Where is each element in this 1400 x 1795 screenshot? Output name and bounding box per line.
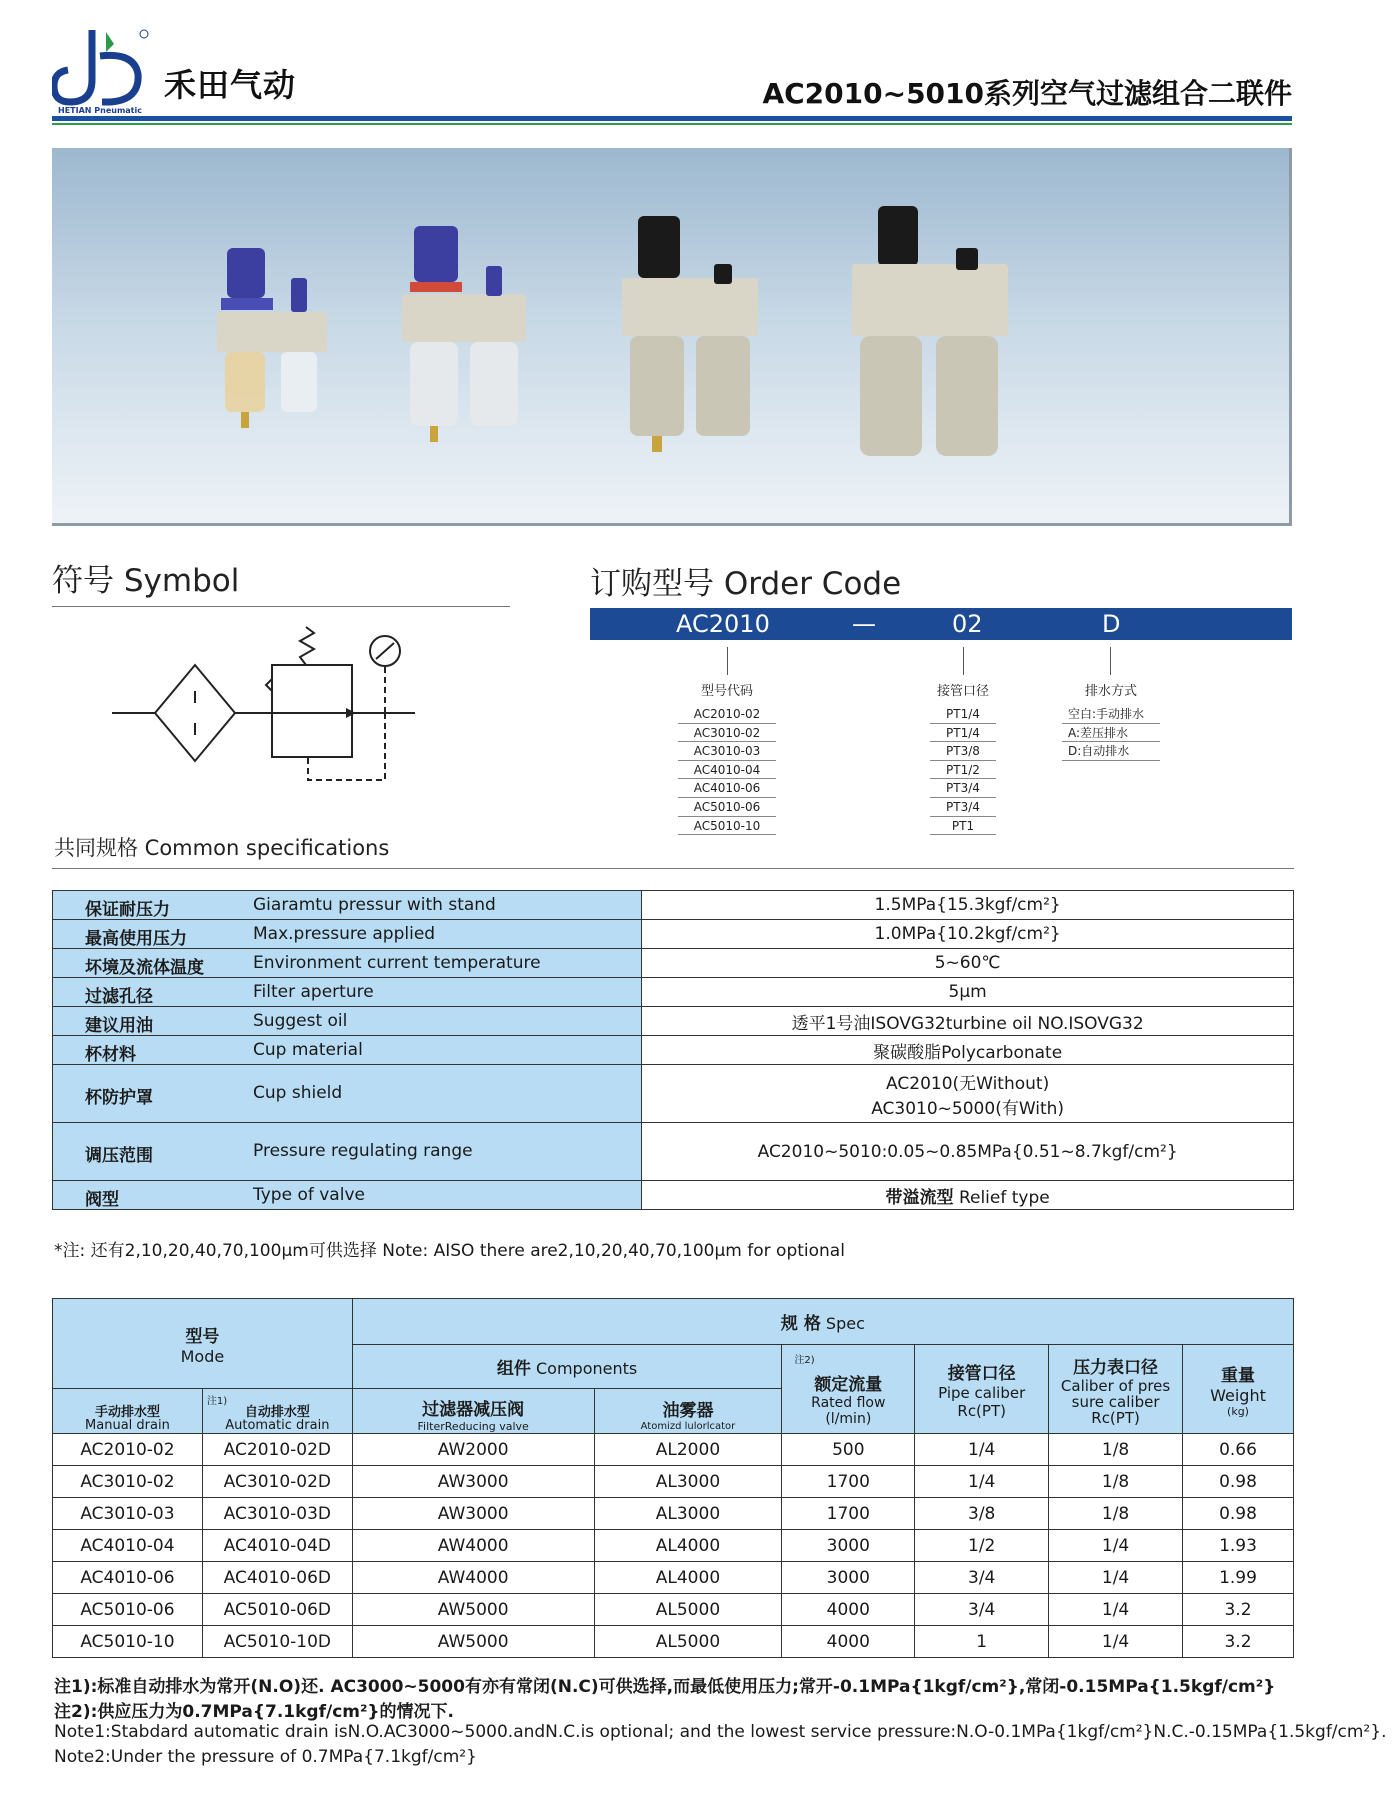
mode-header <box>53 1299 353 1389</box>
gauge-header-unit: Rc(PT) <box>1091 1408 1140 1427</box>
model-table-body <box>53 1434 1294 1658</box>
list-item: 空白:手动排水 <box>1062 705 1160 724</box>
table-row <box>53 1181 1294 1210</box>
spec-value: AC2010(无Without) <box>886 1073 1050 1094</box>
order-code-model: AC2010 <box>676 610 770 638</box>
spec-label-cell <box>53 949 642 978</box>
list-item: AC4010-06 <box>678 779 776 798</box>
table-row <box>53 1434 1294 1466</box>
spec-value: AC2010~5010:0.05~0.85MPa{0.51~8.7kgf/cm²} <box>642 1123 1294 1181</box>
table-cell: 1/8 <box>1049 1434 1183 1466</box>
table-cell: AL3000 <box>594 1498 782 1530</box>
spec-label-cell <box>53 891 642 920</box>
spec-value-cell <box>642 1181 1294 1210</box>
manual-drain-zh: 手动排水型 <box>94 1404 160 1420</box>
list-item: AC2010-02 <box>678 705 776 724</box>
symbol-section-title: 符号 Symbol <box>52 563 240 599</box>
pneumatic-symbol-diagram <box>110 625 430 795</box>
table-cell: AL2000 <box>594 1434 782 1466</box>
spec-header-en: Spec <box>825 1314 865 1333</box>
product-ac3010-image <box>402 226 532 466</box>
page-title: AC2010~5010系列空气过滤组合二联件 <box>762 77 1292 110</box>
spec-header-zh: 规 格 <box>780 1314 821 1334</box>
weight-header-unit: (kg) <box>1227 1404 1249 1418</box>
table-cell: AC2010-02D <box>202 1434 352 1466</box>
table-cell: 1/2 <box>915 1530 1049 1562</box>
spec-label-zh: 杯材料 <box>85 1045 136 1065</box>
table-cell: AW5000 <box>352 1594 594 1626</box>
flow-header-unit: (l/min) <box>825 1410 872 1427</box>
table-cell: AC4010-04 <box>53 1530 203 1562</box>
spec-label-zh: 调压范围 <box>85 1146 153 1166</box>
spec-label-cell <box>53 1123 642 1181</box>
mode-header-en: Mode <box>180 1346 225 1366</box>
filter-option-note: *注: 还有2,10,20,40,70,100μm可供选择 Note: AISO there are2,10,20,40,70,100μm for optional <box>54 1241 845 1261</box>
table-row <box>53 891 1294 920</box>
order-code-tick <box>1110 647 1111 675</box>
table-row <box>53 1466 1294 1498</box>
table-row <box>53 920 1294 949</box>
table-cell: AC3010-03D <box>202 1498 352 1530</box>
table-cell: AW5000 <box>352 1626 594 1658</box>
components-header-en: Components <box>536 1359 638 1378</box>
table-cell: 3/8 <box>915 1498 1049 1530</box>
gauge-header-en: Caliber of pres <box>1060 1376 1171 1395</box>
table-cell: 1/4 <box>915 1466 1049 1498</box>
table-cell: 0.98 <box>1183 1466 1294 1498</box>
spec-label-en: Giaramtu pressur with stand <box>253 895 496 915</box>
table-cell: AC4010-06 <box>53 1562 203 1594</box>
table-cell: AC5010-06D <box>202 1594 352 1626</box>
table-header-row <box>53 1299 1294 1345</box>
table-cell: AW3000 <box>352 1498 594 1530</box>
components-header-zh: 组件 <box>496 1359 531 1379</box>
table-row <box>53 1007 1294 1036</box>
spec-value: 5~60℃ <box>642 949 1294 978</box>
list-item: AC3010-03 <box>678 742 776 761</box>
spec-label-zh: 阀型 <box>85 1190 119 1210</box>
table-cell: AL3000 <box>594 1466 782 1498</box>
lubricator-zh: 油雾器 <box>662 1401 714 1421</box>
spec-value-cell <box>642 1065 1294 1123</box>
table-cell: 1/8 <box>1049 1466 1183 1498</box>
order-code-dash: — <box>852 610 876 638</box>
order-code-drain-column <box>1062 680 1160 761</box>
table-cell: 1/4 <box>1049 1530 1183 1562</box>
table-cell: 0.66 <box>1183 1434 1294 1466</box>
table-cell: AC4010-04D <box>202 1530 352 1562</box>
header-rule-green <box>52 123 1292 125</box>
table-cell: AW4000 <box>352 1530 594 1562</box>
common-spec-title: 共同规格 Common specifications <box>54 836 390 860</box>
list-item: A:差压排水 <box>1062 724 1160 743</box>
filter-reg-en: FilterReducing valve <box>417 1420 529 1433</box>
list-item: AC5010-10 <box>678 817 776 836</box>
weight-header-zh: 重量 <box>1221 1365 1255 1386</box>
table-cell: 4000 <box>782 1626 915 1658</box>
gauge-header-en: sure caliber <box>1071 1392 1160 1411</box>
pipe-header <box>915 1345 1049 1434</box>
table-cell: 3000 <box>782 1530 915 1562</box>
brand-subtitle: HETIAN Pneumatic <box>58 106 142 115</box>
table-cell: AW2000 <box>352 1434 594 1466</box>
product-ac2010-image <box>217 248 337 458</box>
table-cell: 3/4 <box>915 1562 1049 1594</box>
list-item: D:自动排水 <box>1062 742 1160 761</box>
manual-drain-en: Manual drain <box>85 1417 170 1433</box>
pipe-header-en: Pipe caliber <box>938 1383 1026 1402</box>
model-spec-table <box>52 1298 1294 1658</box>
auto-note-mark: 注1) <box>206 1396 228 1407</box>
auto-drain-zh: 自动排水型 <box>244 1404 310 1420</box>
auto-drain-en: Automatic drain <box>225 1417 330 1433</box>
table-cell: 1700 <box>782 1498 915 1530</box>
footnote-1-zh: 注1):标准自动排水为常开(N.O)还. AC3000~5000有亦有常闭(N.C)可供选择,而最低使用压力;常开-0.1MPa{1kgf/cm²},常闭-0.15MPa{1.5kgf/cm²} <box>54 1677 1276 1697</box>
order-code-drain: D <box>1102 610 1121 638</box>
flow-header-zh: 额定流量 <box>814 1374 883 1395</box>
table-row <box>53 1065 1294 1123</box>
weight-header <box>1183 1345 1294 1434</box>
footnote-2-en: Note2:Under the pressure of 0.7MPa{7.1kgf/cm²} <box>54 1747 477 1767</box>
list-item: PT1/4 <box>930 724 996 743</box>
table-cell: 1700 <box>782 1466 915 1498</box>
spec-label-cell <box>53 920 642 949</box>
product-ac5010-image <box>852 206 1012 476</box>
spec-label-en: Max.pressure applied <box>253 924 436 944</box>
footnote-1-en: Note1:Stabdard automatic drain isN.O.AC3000~5000.andN.C.is optional; and the lowest service pressure:N.O-0.1MPa{1kgf/cm²}N.C.-0.15MPa{1.5kgf/cm²}. <box>54 1722 1387 1742</box>
spec-label-cell <box>53 1036 642 1065</box>
symbol-section-rule <box>52 606 510 607</box>
table-cell: 1/4 <box>1049 1562 1183 1594</box>
filter-reg-header <box>352 1389 594 1434</box>
table-cell: 3.2 <box>1183 1594 1294 1626</box>
list-item: PT3/4 <box>930 779 996 798</box>
spec-label-en: Environment current temperature <box>253 953 541 973</box>
table-cell: AL4000 <box>594 1530 782 1562</box>
order-code-port: 02 <box>952 610 983 638</box>
table-cell: AC5010-10D <box>202 1626 352 1658</box>
flow-header-en: Rated flow <box>811 1394 886 1411</box>
brand-logo-icon <box>52 26 150 108</box>
list-item: PT3/8 <box>930 742 996 761</box>
spec-value: AC3010~5000(有With) <box>871 1098 1065 1119</box>
lubricator-header <box>594 1389 782 1434</box>
table-cell: 1/8 <box>1049 1498 1183 1530</box>
filter-reg-zh: 过滤器减压阀 <box>422 1400 525 1420</box>
table-cell: 1.99 <box>1183 1562 1294 1594</box>
spec-label-en: Type of valve <box>253 1185 365 1205</box>
order-code-bar <box>590 608 1292 640</box>
spec-label-en: Cup material <box>253 1040 363 1060</box>
order-code-port-column <box>930 680 996 835</box>
table-cell: AW3000 <box>352 1466 594 1498</box>
list-item: AC3010-02 <box>678 724 776 743</box>
footnote-2-zh: 注2):供应压力为0.7MPa{7.1kgf/cm²}的情况下. <box>54 1702 454 1722</box>
list-item: PT1/4 <box>930 705 996 724</box>
table-cell: 1 <box>915 1626 1049 1658</box>
spec-label-zh: 建议用油 <box>85 1016 153 1036</box>
lubricator-en: Atomizd lulorlcator <box>640 1421 736 1432</box>
table-row <box>53 978 1294 1007</box>
table-cell: 3000 <box>782 1562 915 1594</box>
table-cell: AL5000 <box>594 1626 782 1658</box>
common-spec-rule <box>52 868 1294 869</box>
product-ac4010-image <box>622 216 762 466</box>
table-row <box>53 1123 1294 1181</box>
spec-label-zh: 保证耐压力 <box>85 900 170 920</box>
spec-label-en: Cup shield <box>253 1083 343 1103</box>
table-row <box>53 1498 1294 1530</box>
table-cell: AC5010-10 <box>53 1626 203 1658</box>
list-item: AC4010-04 <box>678 761 776 780</box>
table-cell: AC3010-02 <box>53 1466 203 1498</box>
table-cell: AC3010-03 <box>53 1498 203 1530</box>
spec-value: 5μm <box>642 978 1294 1007</box>
order-code-section-title: 订购型号 Order Code <box>590 566 902 602</box>
spec-label-cell <box>53 978 642 1007</box>
pipe-header-zh: 接管口径 <box>947 1363 1016 1384</box>
table-row <box>53 1626 1294 1658</box>
spec-header <box>352 1299 1293 1345</box>
table-row <box>53 1594 1294 1626</box>
spec-value: 聚碳酸脂Polycarbonate <box>642 1036 1294 1065</box>
table-cell: AC4010-06D <box>202 1562 352 1594</box>
table-cell: 500 <box>782 1434 915 1466</box>
spec-label-cell <box>53 1181 642 1210</box>
column-head: 型号代码 <box>700 684 753 699</box>
spec-value: 1.5MPa{15.3kgf/cm²} <box>642 891 1294 920</box>
table-cell: AC3010-02D <box>202 1466 352 1498</box>
spec-value: 1.0MPa{10.2kgf/cm²} <box>642 920 1294 949</box>
table-cell: 3.2 <box>1183 1626 1294 1658</box>
order-code-tick <box>727 647 728 675</box>
table-cell: AW4000 <box>352 1562 594 1594</box>
mode-header-zh: 型号 <box>185 1326 220 1347</box>
spec-label-zh: 坏境及流体温度 <box>85 958 204 978</box>
list-item: AC5010-06 <box>678 798 776 817</box>
column-head: 接管口径 <box>936 684 989 699</box>
table-cell: AL5000 <box>594 1594 782 1626</box>
spec-value-zh: 带溢流型 <box>885 1187 954 1208</box>
table-row <box>53 1562 1294 1594</box>
table-row <box>53 1530 1294 1562</box>
spec-label-cell <box>53 1007 642 1036</box>
gauge-header <box>1049 1345 1183 1434</box>
table-row <box>53 1036 1294 1065</box>
header-rule-blue <box>52 116 1292 121</box>
list-item: PT3/4 <box>930 798 996 817</box>
table-cell: AC5010-06 <box>53 1594 203 1626</box>
column-head: 排水方式 <box>1084 684 1137 699</box>
pipe-header-unit: Rc(PT) <box>957 1401 1006 1420</box>
weight-header-en: Weight <box>1210 1385 1266 1405</box>
table-cell: 0.98 <box>1183 1498 1294 1530</box>
manual-drain-header <box>53 1389 203 1434</box>
list-item: PT1 <box>930 817 996 836</box>
table-cell: 3/4 <box>915 1594 1049 1626</box>
table-cell: 1/4 <box>915 1434 1049 1466</box>
flow-note-mark: 注2) <box>794 1355 815 1366</box>
order-code-model-column <box>678 680 776 835</box>
spec-label-en: Pressure regulating range <box>253 1141 473 1161</box>
table-cell: AL4000 <box>594 1562 782 1594</box>
table-cell: 1/4 <box>1049 1626 1183 1658</box>
table-cell: AC2010-02 <box>53 1434 203 1466</box>
table-cell: 4000 <box>782 1594 915 1626</box>
spec-label-en: Suggest oil <box>253 1011 348 1031</box>
list-item: PT1/2 <box>930 761 996 780</box>
gauge-header-zh: 压力表口径 <box>1073 1357 1159 1378</box>
components-header <box>352 1345 782 1389</box>
spec-label-zh: 最高使用压力 <box>85 929 187 949</box>
table-cell: 1/4 <box>1049 1594 1183 1626</box>
table-cell: 1.93 <box>1183 1530 1294 1562</box>
spec-label-zh: 杯防护罩 <box>85 1088 153 1108</box>
flow-header <box>782 1345 915 1434</box>
table-row <box>53 949 1294 978</box>
spec-label-zh: 过滤孔径 <box>85 987 153 1007</box>
spec-value: Relief type <box>958 1187 1050 1208</box>
spec-label-cell <box>53 1065 642 1123</box>
auto-drain-header <box>202 1389 352 1434</box>
spec-label-en: Filter aperture <box>253 982 374 1002</box>
spec-value: 透平1号油ISOVG32turbine oil NO.ISOVG32 <box>642 1007 1294 1036</box>
brand-name: 禾田气动 <box>164 66 297 104</box>
order-code-tick <box>963 647 964 675</box>
product-photo-banner <box>52 148 1292 526</box>
common-spec-table <box>52 890 1294 1210</box>
